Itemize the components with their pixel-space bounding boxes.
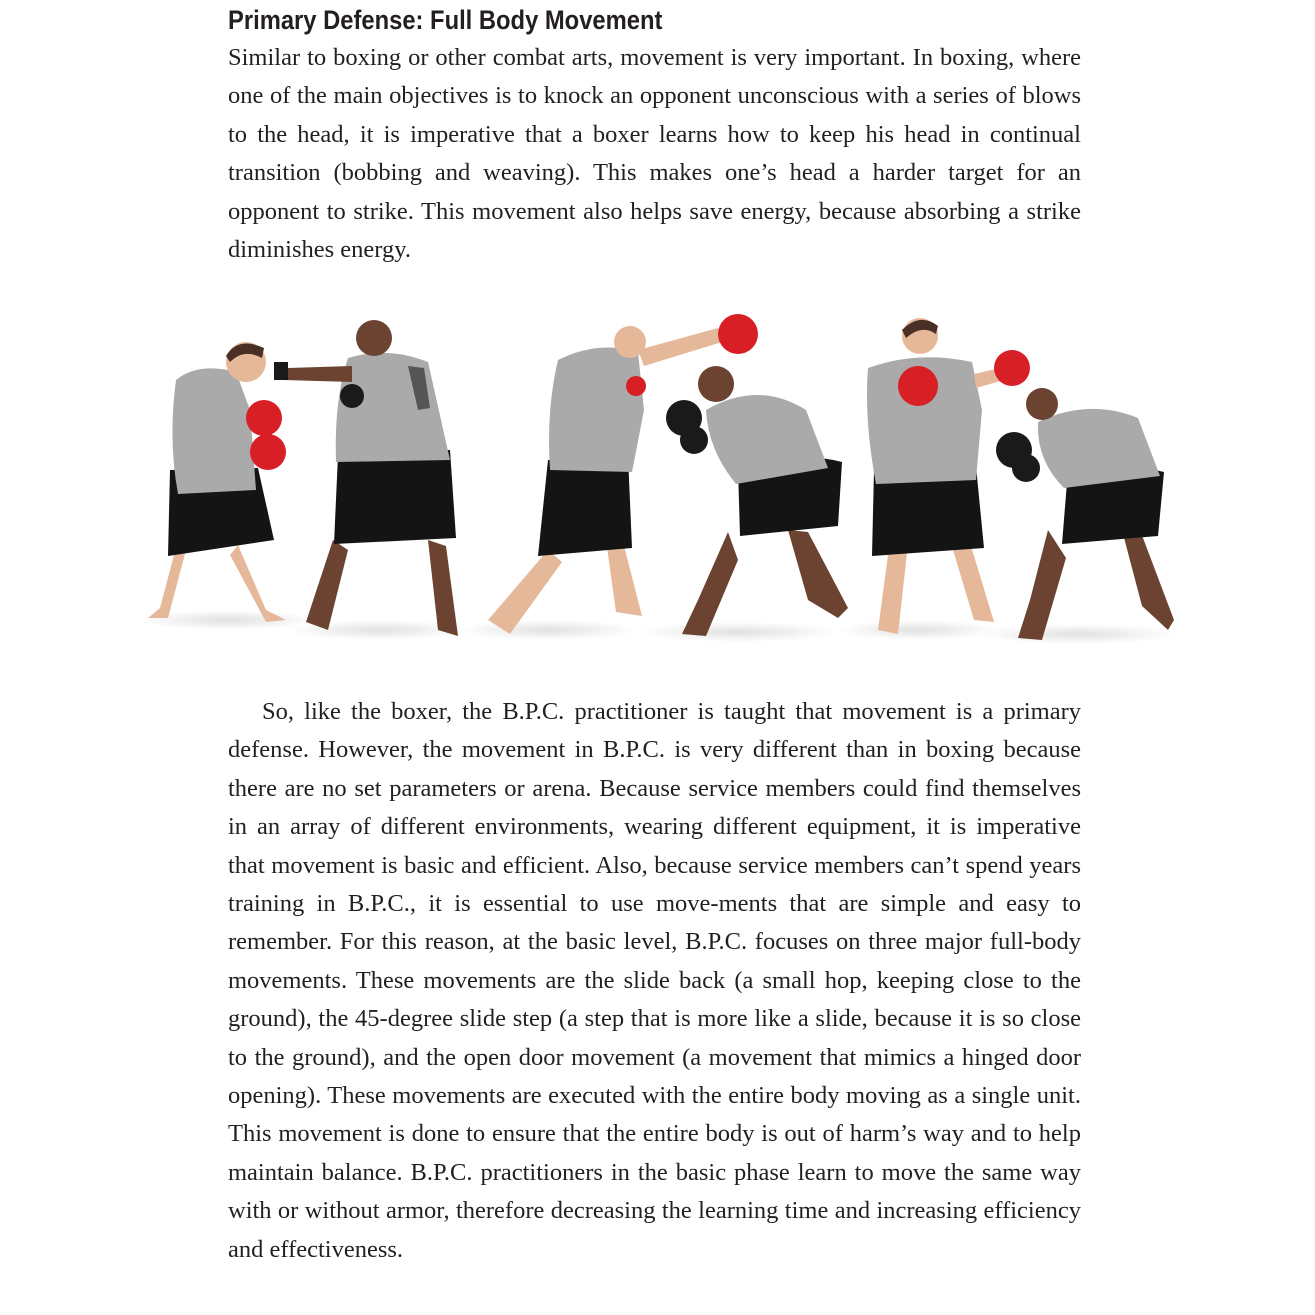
body-paragraph: Similar to boxing or other combat arts, movement is very important. In boxing, where one of the main objectives is to knock an opponent unconscious with a series of blows to the head, it is imperative that a boxer learns how to keep his head in continual transition (bobbing and weaving). This makes one’s head a harder target for an opponent to strike. This movement also helps save energy, because absorbing a strike diminishes energy.: [228, 44, 1081, 264]
fighter-defender: [996, 388, 1174, 640]
fighter-attacker: [867, 318, 1030, 634]
boxing-sequence-photo: [138, 300, 1178, 670]
fighter-defender: [666, 366, 848, 636]
photo-frame-3: [838, 318, 1178, 644]
body-paragraph: So, like the boxer, the B.P.C. practitioner is taught that movement is a primary defense. However, the movement in B.P.C. is very different than in boxing because there are no set parameters or arena. Because service members could find themselves in an array of different environments, wearing different equipment, it is imperative that movement is basic and efficient. Also, because service members can’t spend years training in B.P.C., it is essential to use move-ments that are simple and easy to remember. For this reason, at the basic level, B.P.C. focuses on three major full-body movements. These movements are the slide back (a small hop, keeping close to the ground), the 45-degree slide step (a step that is more like a slide, because it is so close to the ground), and the open door movement (a movement that mimics a hinged door opening). These movements are executed with the entire body moving as a single unit. This movement is done to ensure that the entire body is out of harm’s way and to help maintain balance. B.P.C. practitioners in the basic phase learn to move the same way with or without armor, therefore decreasing the learning time and increasing efficiency and effectiveness.: [228, 698, 1081, 1263]
fighter-defender: [148, 342, 286, 622]
fighter-attacker: [274, 320, 458, 636]
section-heading: Primary Defense: Full Body Movement: [228, 5, 663, 35]
photo-frame-1: [138, 320, 468, 640]
photo-frame-2: [458, 314, 848, 642]
